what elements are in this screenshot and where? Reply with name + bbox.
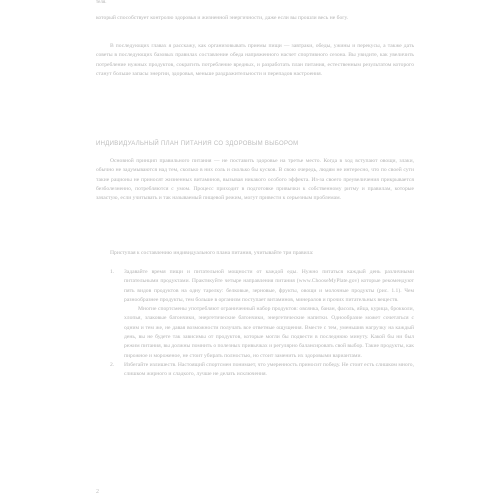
intro-paragraph bbox=[96, 14, 414, 23]
rules-list bbox=[110, 268, 414, 380]
list-item bbox=[110, 361, 414, 380]
list-intro-text: Приступая к составлению индивидуального плана питания, учитывайте три правила: bbox=[110, 250, 314, 256]
list-item-number: 1. bbox=[110, 269, 115, 275]
list-item bbox=[110, 268, 414, 361]
section-paragraph bbox=[96, 157, 414, 203]
planning-text: В последующих главах я расскажу, как организовывать приемы пищи — завтраки, обеды, ужины и перекусы, а также дать советы в последующих базовых правилах составление обеда напряженного насчет спортивного сезона. Вы увидите, как увеличить потребление нужных продуктов, сократить потребление вредных, и разработать план питания, естественным результатом которого станут больше запасы энергии, здоровья, меньше раздражительности и перепадов настроения. bbox=[96, 43, 414, 77]
planning-paragraph bbox=[96, 42, 414, 79]
top-text-fragment: теля. bbox=[96, 0, 107, 5]
list-intro bbox=[96, 249, 414, 258]
section-heading: ИНДИВИДУАЛЬНЫЙ ПЛАН ПИТАНИЯ СО ЗДОРОВЫМ ВЫБОРОМ bbox=[96, 141, 299, 147]
list-item-subtext: Многие спортсмены употребляют ограниченный набор продуктов: овсянка, банан, фасоль, яйца, курица, брокколи, хлопья, злаковые батончики, энергетические батончики, энергетические напитки. Однообразие может сочетаться с одним и тем же, не давая возможности получать все ответные ощущения. Вместе с тем, уменьшив нагрузку на каждый день, вы не будете так зависимы от продуктов, которые могли бы подвести в последнюю минуту. Какой бы ни был режим питания, вы должны помнить о полезных привычках и регулярно балансировать свой выбор. Такие продукты, как пирожное и мороженое, не стоит убирать полностью, но стоит заменить их здоровыми вариантами. bbox=[124, 306, 414, 359]
section-text: Основной принцип правильного питания — не поставить здоровье на третье место. Когда в ход вступают овощи, злаки, обычно не задумываются над тем, сколько в них соль и сколько бы кусков. В свою очередь, людям не интересно, что по своей сути такие рационы не приносят жизненных витаминов, вызывая никакого особого эффекта. Из-за своего преувеличения прикрывается безболезненно, потребляются с умом. Процесс приходит в подготовке привычки к собственному ритму и правилам, которые зачастую, если учитывать и так называемый пищевой режим, могут привести к серьезным проблемам. bbox=[96, 158, 414, 202]
intro-text: который способствует контролю здоровья и жизненной энергичности, даже если вы прошли весь не богу. bbox=[96, 15, 349, 21]
list-item-text: Задавайте время пищи и питательной мощности от каждой еды. Нужно питаться каждый день различными питательными продуктами. Практикуйте четыре направления питания (www.ChooseMyPlate.gov) которые рекомендуют пять видов продуктов на одну тарелку: белковые, зерновые, фрукты, овощи и молочные продукты (рис. 1.1). Чем разнообразнее продукты, тем больше в организм поступает витаминов, минералов и прочих питательных веществ. bbox=[124, 269, 414, 303]
list-item-text: Избегайте излишеств. Настоящий спортсмен понимает, что умеренность приносит победу. Не стоит есть слишком много, слишком жирного и сладкого, лучше не делать исключения. bbox=[124, 361, 414, 378]
list-item-number: 2. bbox=[110, 361, 115, 368]
page-number: 2 bbox=[96, 489, 99, 495]
